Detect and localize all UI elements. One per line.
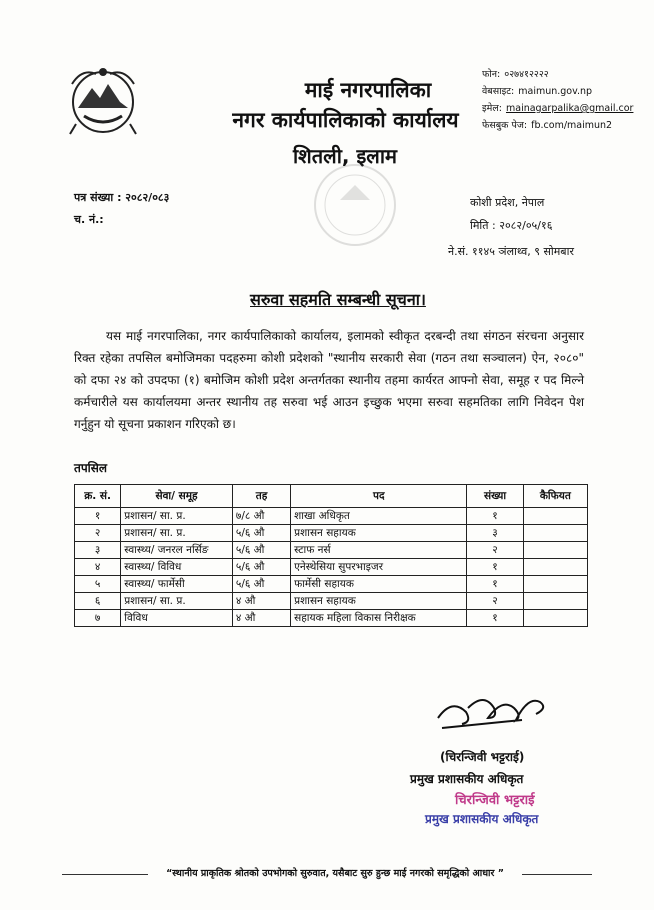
cell-count: १: [467, 508, 523, 525]
cell-count: २: [467, 593, 523, 610]
cell-post: शाखा अधिकृत: [291, 508, 467, 525]
email-link[interactable]: mainagarpalika@gmail.cor: [506, 103, 634, 114]
cell-sn: ५: [75, 576, 121, 593]
signatory-title: प्रमुख प्रशासकीय अधिकृत: [410, 772, 524, 786]
cell-sn: ४: [75, 559, 121, 576]
table-row: [75, 525, 588, 542]
dispatch-number: च. नं.:: [74, 213, 104, 226]
cell-count: २: [467, 542, 523, 559]
cell-service: प्रशासन/ सा. प्र.: [121, 593, 233, 610]
contact-block: [482, 66, 633, 134]
cell-remarks: [523, 525, 587, 542]
cell-service: स्वास्थ्य/ फार्मेसी: [121, 576, 233, 593]
signatory-stamp-name: चिरन्जिवी भट्टराई: [455, 793, 535, 808]
footer-rule-left: [62, 874, 148, 875]
email-line[interactable]: इमेल: mainagarpalika@gmail.cor: [482, 103, 634, 114]
signatory-name: (चिरन्जिवी भट्टराई): [440, 750, 525, 764]
phone-line: फोन: ०२७४१२२२२: [482, 69, 549, 80]
col-header-level: तह: [232, 485, 290, 508]
office-stamp-watermark: [300, 160, 410, 250]
cell-remarks: [523, 559, 587, 576]
notice-subject: सरुवा सहमति सम्बन्धी सूचना।: [250, 290, 426, 309]
table-row: [75, 559, 588, 576]
cell-sn: ३: [75, 542, 121, 559]
cell-count: ३: [467, 525, 523, 542]
table-row: [75, 508, 588, 525]
facebook-value[interactable]: fb.com/maimun2: [531, 120, 613, 131]
cell-count: १: [467, 576, 523, 593]
col-header-remarks: कैफियत: [523, 485, 587, 508]
col-header-count: संख्या: [467, 485, 523, 508]
cell-remarks: [523, 610, 587, 627]
phone-value: ०२७४१२२२२: [504, 69, 549, 80]
table-row: [75, 593, 588, 610]
cell-service: स्वास्थ्य/ विविध: [121, 559, 233, 576]
cell-service: स्वास्थ्य/ जनरल नर्सिङ: [121, 542, 233, 559]
table-row: [75, 610, 588, 627]
vacancy-table: [74, 484, 588, 627]
table-header-row: [75, 485, 588, 508]
facebook-line[interactable]: फेसबुक पेज: fb.com/maimun2: [482, 120, 613, 131]
nepal-emblem-icon: [62, 58, 144, 140]
cell-level: ५/६ औ: [232, 542, 290, 559]
cell-level: ४ औ: [232, 593, 290, 610]
table-title: तपसिल: [74, 461, 108, 475]
table-row: [75, 576, 588, 593]
cell-post: फार्मेसी सहायक: [291, 576, 467, 593]
cell-post: सहायक महिला विकास निरीक्षक: [291, 610, 467, 627]
handwritten-signature: [432, 678, 562, 738]
cell-remarks: [523, 508, 587, 525]
cell-sn: ७: [75, 610, 121, 627]
cell-level: ५/६ औ: [232, 525, 290, 542]
table-row: [75, 542, 588, 559]
col-header-service: सेवा/ समूह: [121, 485, 233, 508]
cell-sn: २: [75, 525, 121, 542]
cell-count: १: [467, 610, 523, 627]
footer-motto: “स्थानीय प्राकृतिक श्रोतको उपभोगको सुरुवात, यसैबाट सुरु हुन्छ माई नगरको समृद्धिको आधार ”: [166, 868, 504, 879]
col-header-sn: क्र. सं.: [75, 485, 121, 508]
notice-body: यस माई नगरपालिका, नगर कार्यपालिकाको कार्यालय, इलामको स्वीकृत दरबन्दी तथा संगठन संरचना अनुसार रिक्त रहेका तपसिल बमोजिमका पदहरुमा कोशी प्रदेशको "स्थानीय सरकारी सेवा (गठन तथा सञ्चालन) ऐन, २०८०" को दफा २४ को उपदफा (१) बमोजिम कोशी प्रदेश अन्तर्गतका स्थानीय तहमा कार्यरत आफ्नो सेवा, समूह र पद मिल्ने कर्मचारीले यस कार्यालयमा अन्तर स्थानीय तह सरुवा भई आउन इच्छुक भएमा सरुवा सहमतिका लागि निवेदन पेश गर्नुहुन यो सूचना प्रकाशन गरिएको छ।: [74, 329, 584, 431]
cell-sn: ६: [75, 593, 121, 610]
cell-level: ५/६ औ: [232, 559, 290, 576]
cell-level: ४ औ: [232, 610, 290, 627]
cell-level: ७/८ औ: [232, 508, 290, 525]
office-location: शितली, इलाम: [292, 144, 397, 168]
cell-sn: १: [75, 508, 121, 525]
province: कोशी प्रदेश, नेपाल: [470, 196, 545, 209]
footer-rule-right: [522, 874, 592, 875]
website-value[interactable]: maimun.gov.np: [518, 86, 593, 97]
col-header-post: पद: [291, 485, 467, 508]
cell-service: विविध: [121, 610, 233, 627]
cell-post: प्रशासन सहायक: [291, 593, 467, 610]
org-name: माई नगरपालिका: [304, 78, 432, 102]
cell-remarks: [523, 576, 587, 593]
nepal-samvat-date: ने.सं. ११४५ ञंलाथ्व, ९ सोमबार: [448, 245, 574, 258]
cell-post: स्टाफ नर्स: [291, 542, 467, 559]
signatory-stamp-title: प्रमुख प्रशासकीय अधिकृत: [425, 812, 539, 826]
website-line[interactable]: वेबसाइट: maimun.gov.np: [482, 86, 593, 97]
cell-level: ५/६ औ: [232, 576, 290, 593]
cell-count: १: [467, 559, 523, 576]
letter-date: मिति : २०८२/०५/१६: [470, 219, 553, 232]
cell-post: प्रशासन सहायक: [291, 525, 467, 542]
cell-service: प्रशासन/ सा. प्र.: [121, 508, 233, 525]
cell-remarks: [523, 542, 587, 559]
cell-post: एनेस्थेसिया सुपरभाइजर: [291, 559, 467, 576]
letter-number: पत्र संख्या : २०८२/०८३: [74, 191, 170, 204]
cell-remarks: [523, 593, 587, 610]
office-name: नगर कार्यपालिकाको कार्यालय: [232, 108, 459, 132]
cell-service: प्रशासन/ सा. प्र.: [121, 525, 233, 542]
